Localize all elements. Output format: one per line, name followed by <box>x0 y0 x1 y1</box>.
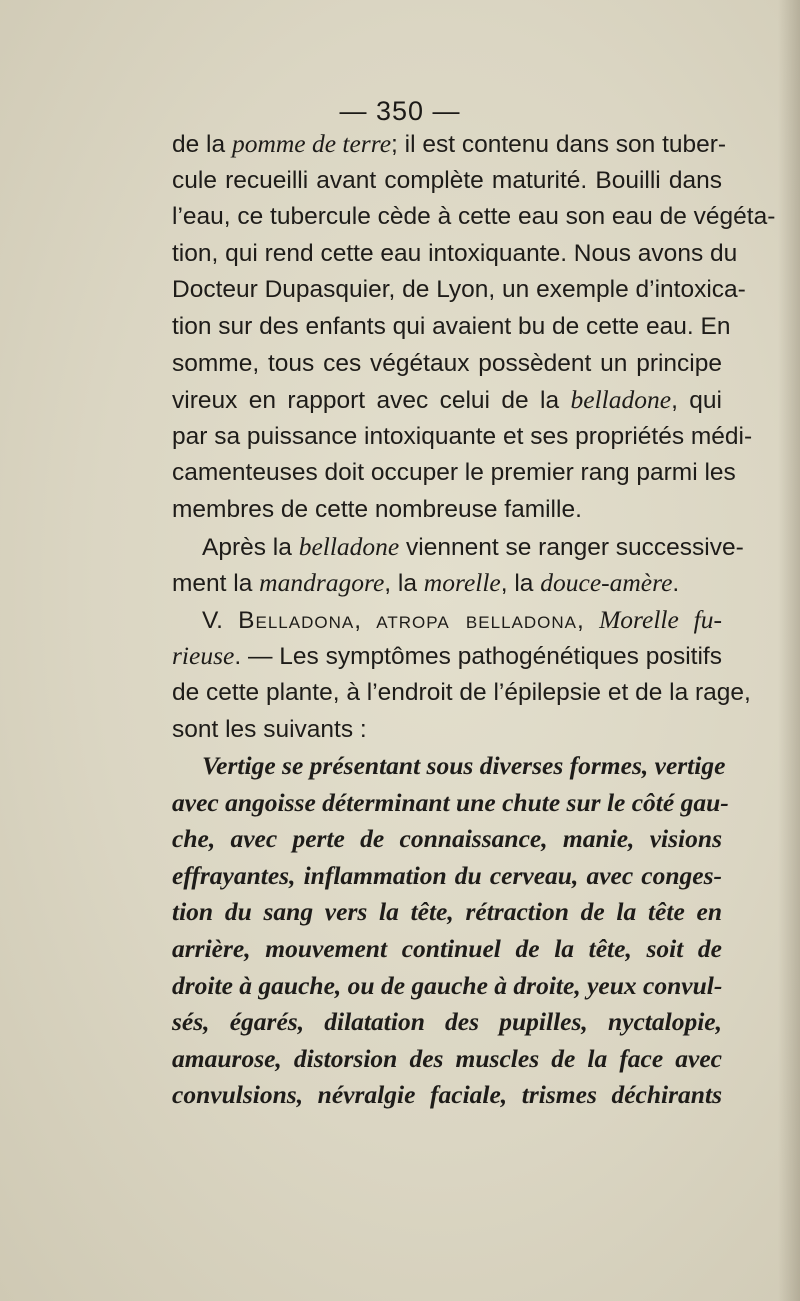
text-segment: mandragore <box>259 568 385 598</box>
text-segment: cule recueilli avant complète maturité. Bouilli dans <box>172 166 722 194</box>
text-line <box>172 638 722 675</box>
text-segment: camenteuses doit occuper le premier rang parmi les <box>172 459 736 487</box>
text-line <box>172 602 722 639</box>
text-line <box>172 675 751 712</box>
text-line <box>172 382 722 419</box>
text-line <box>172 931 722 968</box>
text-segment: , qui <box>671 387 722 415</box>
text-segment: viennent se ranger successive- <box>399 533 744 561</box>
text-segment: Docteur Dupasquier, de Lyon, un exemple d’intoxica- <box>172 276 746 304</box>
text-segment: belladone <box>298 531 400 561</box>
text-line <box>172 821 722 858</box>
text-segment: sont les suivants : <box>172 715 367 743</box>
text-segment: vireux en rapport avec celui de la <box>172 387 571 415</box>
text-segment: amaurose, distorsion des muscles de la face avec <box>172 1043 722 1073</box>
page-number: — 350 — <box>339 96 461 126</box>
text-segment: Vertige se présentant sous diverses formes, vertige <box>202 751 726 781</box>
text-segment: ; il est contenu dans son tuber- <box>391 131 727 158</box>
text-segment: Après la <box>202 533 299 561</box>
text-segment: arrière, mouvement continuel de la tête, soit de <box>172 934 722 964</box>
text-line <box>172 894 722 931</box>
text-line <box>172 1041 722 1078</box>
text-line <box>172 455 736 492</box>
text-line <box>172 492 722 529</box>
text-segment: tion, qui rend cette eau intoxiquante. Nous avons du <box>172 239 738 267</box>
text-line <box>172 126 727 163</box>
text-segment: rieuse <box>172 641 235 671</box>
text-line <box>172 565 722 602</box>
text-segment: membres de cette nombreuse famille. <box>172 495 582 523</box>
text-segment: belladone <box>570 385 672 415</box>
text-segment: Morelle fu- <box>599 604 722 634</box>
text-segment: , la <box>384 570 424 598</box>
text-segment: convulsions, névralgie faciale, trismes déchirants <box>172 1080 722 1110</box>
text-line <box>172 346 722 383</box>
text-segment: V. <box>202 606 239 634</box>
text-segment: ment la <box>172 570 260 598</box>
text-segment: douce-amère <box>540 568 673 598</box>
text-segment: droite à gauche, ou de gauche à droite, yeux convul- <box>172 970 723 1000</box>
text-segment: avec angoisse déterminant une chute sur le côté gau- <box>172 787 729 817</box>
text-segment: atropa belladona <box>376 606 577 634</box>
text-segment: effrayantes, inflammation du cerveau, avec conges- <box>172 860 722 890</box>
text-segment: de la <box>172 131 232 158</box>
text-line <box>172 272 746 309</box>
text-line <box>172 968 722 1005</box>
text-segment: par sa puissance intoxiquante et ses propriétés médi- <box>172 422 753 450</box>
text-line <box>172 1004 722 1041</box>
text-segment: somme, tous ces végétaux possèdent un principe <box>172 349 722 377</box>
text-line <box>172 785 729 822</box>
text-segment: , la <box>500 570 541 598</box>
text-segment: morelle <box>423 568 501 598</box>
body-text <box>172 126 776 1114</box>
text-line <box>172 199 776 236</box>
text-segment: sés, égarés, dilatation des pupilles, nyctalopie, <box>172 1007 722 1037</box>
text-line <box>172 163 722 200</box>
text-line <box>172 748 726 785</box>
text-segment: tion sur des enfants qui avaient bu de cette eau. En <box>172 312 731 340</box>
text-line <box>172 529 744 566</box>
text-segment: , <box>576 606 600 634</box>
text-line <box>172 236 738 273</box>
text-segment: , <box>354 606 377 634</box>
text-line <box>172 1077 722 1114</box>
text-segment: . — Les symptômes pathogénétiques positifs <box>234 643 722 671</box>
text-segment: Belladona <box>238 606 355 634</box>
text-line <box>172 712 722 749</box>
text-segment: de cette plante, à l’endroit de l’épilepsie et de la rage, <box>172 678 751 706</box>
text-segment: l’eau, ce tubercule cède à cette eau son eau de végéta- <box>172 203 776 231</box>
text-segment: pomme de terre <box>231 129 392 158</box>
text-segment: tion du sang vers la tête, rétraction de la tête en <box>172 897 722 927</box>
page-edge-shadow <box>778 0 800 1301</box>
text-line <box>172 309 731 346</box>
text-segment: che, avec perte de connaissance, manie, visions <box>172 824 722 854</box>
text-line <box>172 419 753 456</box>
text-line <box>172 858 722 895</box>
text-segment: . <box>672 570 680 598</box>
